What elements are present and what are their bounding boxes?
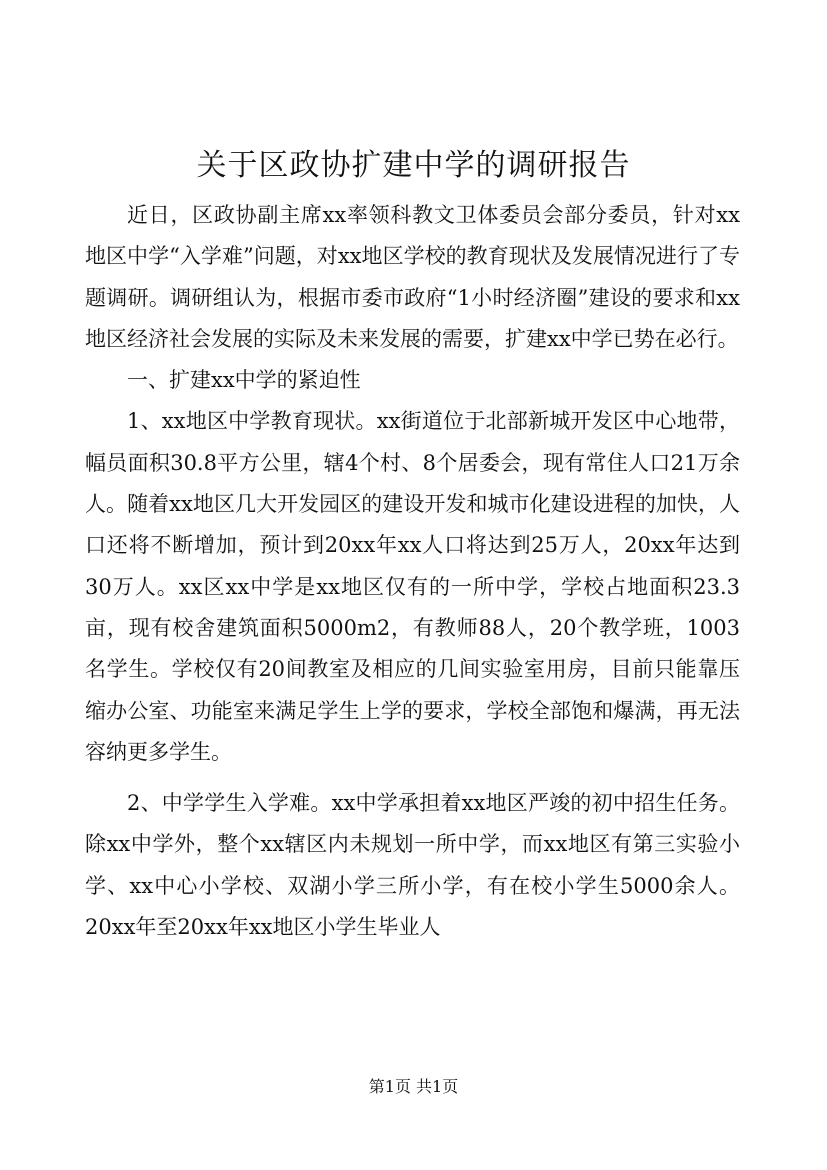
paragraph-enrollment-difficulty: 2、中学学生入学难。xx中学承担着xx地区严竣的初中招生任务。除xx中学外，整个xx辖区内未规划一所中学，而xx地区有第三实验小学、xx中心小学校、双湖小学三所小学，有在校小学生5000余人。20xx年至20xx年xx地区小学生毕业人 xyxy=(85,791,740,940)
paragraph-education-status: 1、xx地区中学教育现状。xx街道位于北部新城开发区中心地带，幅员面积30.8平方公里，辖4个村、8个居委会，现有常住人口21万余人。随着xx地区几大开发园区的建设开发和城市化建设进程的加快，人口还将不断增加，预计到20xx年xx人口将达到25万人，20xx年达到30万人。xx区xx中学是xx地区仅有的一所中学，学校占地面积23.3亩，现有校舍建筑面积5000m2，有教师88人，20个教学班，1003名学生。学校仅有20间教室及相应的几间实验室用房，目前只能靠压缩办公室、功能室来满足学生上学的要求，学校全部饱和爆满，再无法容纳更多学生。 xyxy=(85,409,740,764)
page-footer: 第1页 共1页 xyxy=(368,1077,459,1096)
document-body xyxy=(85,195,740,948)
paragraph-intro: 近日，区政协副主席xx率领科教文卫体委员会部分委员，针对xx地区中学“入学难”问题，对xx地区学校的教育现状及发展情况进行了专题调研。调研组认为，根据市委市政府“1小时经济圈”建设的要求和xx地区经济社会发展的实际及未来发展的需要，扩建xx中学已势在必行。 xyxy=(85,203,740,351)
document-title: 关于区政协扩建中学的调研报告 xyxy=(196,148,631,183)
section-heading-urgency: 一、扩建xx中学的紧迫性 xyxy=(127,368,361,393)
